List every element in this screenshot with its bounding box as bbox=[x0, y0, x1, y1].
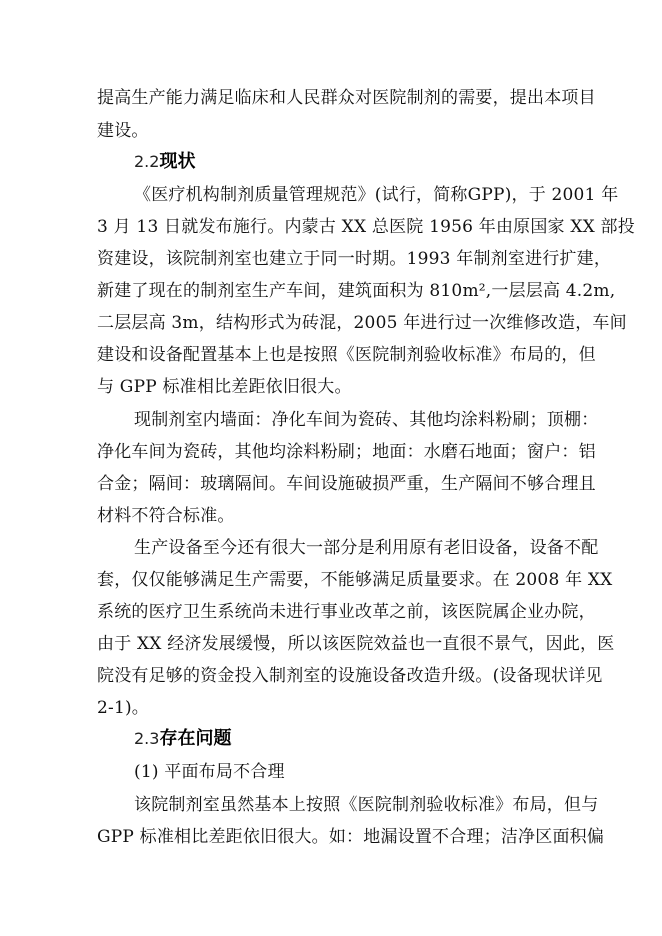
text-line: 套，仅仅能够满足生产需要，不能够满足质量要求。在 2008 年 XX bbox=[97, 570, 613, 590]
text-line: 《医疗机构制剂质量管理规范》(试行，简称GPP)，于 2001 年 bbox=[134, 185, 619, 205]
text-line: 净化车间为瓷砖，其他均涂料粉刷；地面：水磨石地面；窗户：铝 bbox=[97, 442, 596, 462]
text-line: 与 GPP 标准相比差距依旧很大。 bbox=[97, 377, 352, 397]
text-line: 材料不符合标准。 bbox=[97, 506, 235, 526]
text-line: 资建设，该院制剂室也建立于同一时期。1993 年制剂室进行扩建， bbox=[97, 249, 612, 269]
subsection-heading: (1) 平面布局不合理 bbox=[134, 762, 285, 782]
text-line: 二层层高 3m，结构形式为砖混，2005 年进行过一次维修改造，车间 bbox=[97, 313, 627, 333]
text-line: 现制剂室内墙面：净化车间为瓷砖、其他均涂料粉刷；顶棚： bbox=[134, 410, 599, 430]
text-line: 提高生产能力满足临床和人民群众对医院制剂的需要，提出本项目 bbox=[97, 88, 596, 108]
text-line: 系统的医疗卫生系统尚未进行事业改革之前，该医院属企业办院， bbox=[97, 602, 596, 622]
text-line: 生产设备至今还有很大一部分是利用原有老旧设备，设备不配 bbox=[134, 538, 599, 558]
text-line: 3 月 13 日就发布施行。内蒙古 XX 总医院 1956 年由原国家 XX 部投 bbox=[97, 217, 635, 237]
text-line: 合金；隔间：玻璃隔间。车间设施破损严重，生产隔间不够合理且 bbox=[97, 474, 596, 494]
text-line: 由于 XX 经济发展缓慢，所以该医院效益也一直很不景气，因此，医 bbox=[97, 634, 615, 654]
text-line: 建设。 bbox=[97, 121, 149, 141]
text-line: GPP 标准相比差距依旧很大。如：地漏设置不合理；洁净区面积偏 bbox=[97, 827, 605, 847]
section-heading-2-3 bbox=[134, 728, 231, 750]
section-title: 现状 bbox=[159, 151, 196, 172]
text-line: 该院制剂室虽然基本上按照《医院制剂验收标准》布局，但与 bbox=[134, 795, 599, 815]
section-title: 存在问题 bbox=[159, 728, 232, 749]
text-line: 院没有足够的资金投入制剂室的设施设备改造升级。(设备现状详见 bbox=[97, 666, 603, 686]
text-line: 2-1)。 bbox=[97, 698, 150, 718]
text-line: 新建了现在的制剂室生产车间，建筑面积为 810m²,一层层高 4.2m, bbox=[97, 281, 616, 301]
section-heading-2-2 bbox=[134, 151, 195, 173]
text-line: 建设和设备配置基本上也是按照《医院制剂验收标准》布局的，但 bbox=[97, 345, 596, 365]
section-number: 2.2 bbox=[134, 152, 160, 171]
section-number: 2.3 bbox=[134, 729, 160, 748]
